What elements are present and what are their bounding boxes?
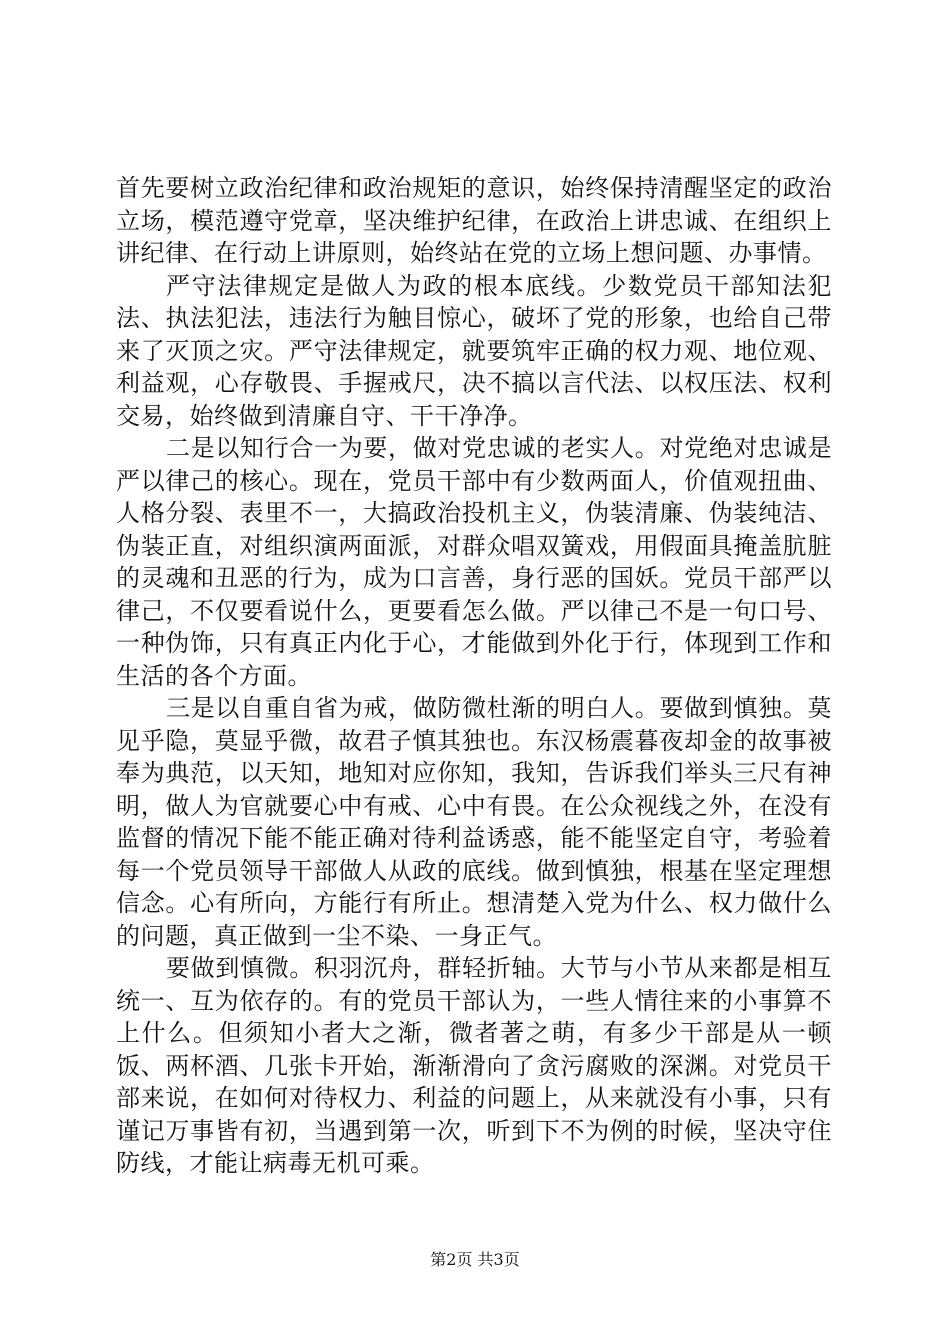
document-body [116, 172, 832, 1180]
paragraph-4: 三是以自重自省为戒，做防微杜渐的明白人。要做到慎独。莫见乎隐，莫显乎微，故君子慎其独也。东汉杨震暮夜却金的故事被奉为典范，以天知，地知对应你知，我知，告诉我们举头三尺有神明，做人为官就要心中有戒、心中有畏。在公众视线之外，在没有监督的情况下能不能正确对待利益诱惑，能不能坚定自守，考验着每一个党员领导干部做人从政的底线。做到慎独，根基在坚定理想信念。心有所向，方能行有所止。想清楚入党为什么、权力做什么的问题，真正做到一尘不染、一身正气。 [116, 694, 832, 950]
paragraph-5: 要做到慎微。积羽沉舟，群轻折轴。大节与小节从来都是相互统一、互为依存的。有的党员干部认为，一些人情往来的小事算不上什么。但须知小者大之渐，微者著之萌，有多少干部是从一顿饭、两杯酒、几张卡开始，渐渐滑向了贪污腐败的深渊。对党员干部来说，在如何对待权力、利益的问题上，从来就没有小事，只有谨记万事皆有初，当遇到第一次，听到下不为例的时候，坚决守住防线，才能让病毒无机可乘。 [116, 954, 832, 1177]
paragraph-3: 二是以知行合一为要，做对党忠诚的老实人。对党绝对忠诚是严以律己的核心。现在，党员干部中有少数两面人，价值观扭曲、人格分裂、表里不一，大搞政治投机主义，伪装清廉、伪装纯洁、伪装正直，对组织演两面派，对群众唱双簧戏，用假面具掩盖肮脏的灵魂和丑恶的行为，成为口言善，身行恶的国妖。党员干部严以律己，不仅要看说什么，更要看怎么做。严以律己不是一句口号、一种伪饰，只有真正内化于心，才能做到外化于行，体现到工作和生活的各个方面。 [116, 434, 832, 690]
page-number-footer: 第2页 共3页 [430, 1250, 520, 1269]
paragraph-1: 首先要树立政治纪律和政治规矩的意识，始终保持清醒坚定的政治立场，模范遵守党章，坚决维护纪律，在政治上讲忠诚、在组织上讲纪律、在行动上讲原则，始终站在党的立场上想问题、办事情。 [116, 174, 832, 267]
paragraph-2: 严守法律规定是做人为政的根本底线。少数党员干部知法犯法、执法犯法，违法行为触目惊心，破坏了党的形象，也给自己带来了灭顶之灾。严守法律规定，就要筑牢正确的权力观、地位观、利益观，心存敬畏、手握戒尺，决不搞以言代法、以权压法、权利交易，始终做到清廉自守、干干净净。 [116, 271, 832, 430]
